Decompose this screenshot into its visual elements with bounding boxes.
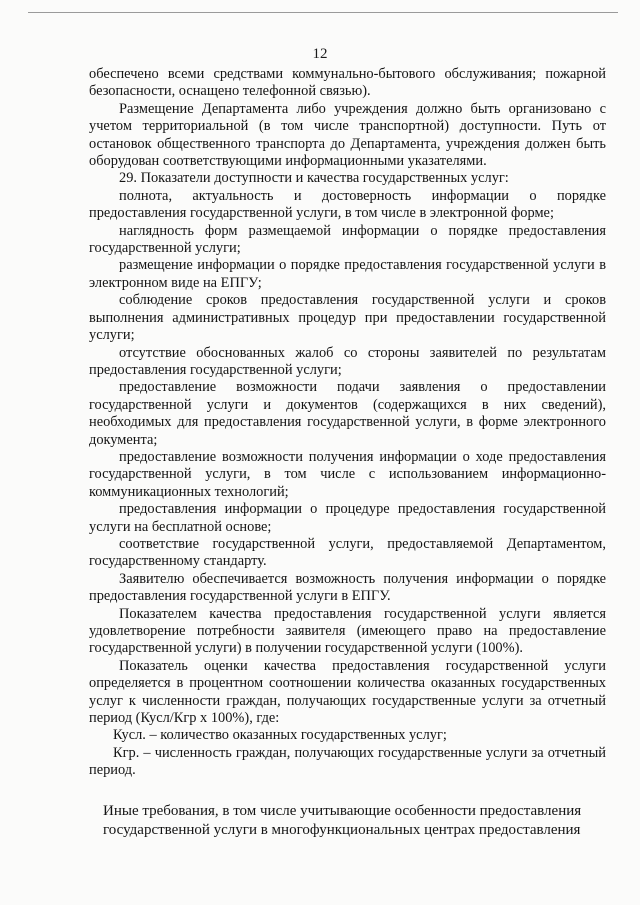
paragraph-2: Размещение Департамента либо учреждения должно быть организовано с учетом территориальной (в том числе транспортной) доступности. Путь от остановок общественного транспорта до Департамента, учреждения должен быть оборудован соответствующими информационными указателями.	[89, 100, 606, 170]
section-heading-line-1: Иные требования, в том числе учитывающие особенности предоставления	[103, 803, 582, 819]
body-text	[89, 66, 606, 780]
paragraph-17: Кгр. – численность граждан, получающих государственные услуги за отчетный период.	[89, 744, 606, 779]
paragraph-5: наглядность форм размещаемой информации о порядке предоставления государственной услуги;	[89, 222, 606, 257]
paragraph-10: предоставление возможности получения информации о ходе предоставления государственной услуги, в том числе с использованием информационно-коммуникационных технологий;	[89, 448, 606, 500]
paragraph-15: Показатель оценки качества предоставления государственной услуги определяется в процентном соотношении количества оказанных государственных услуг к численности граждан, получающих государственные услуги за отчетный период (Кусл/Кгр х 100%), где:	[89, 657, 606, 727]
top-border-line	[28, 12, 618, 13]
paragraph-12: соответствие государственной услуги, предоставляемой Департаментом, государственному стандарту.	[89, 535, 606, 570]
paragraph-7: соблюдение сроков предоставления государственной услуги и сроков выполнения административных процедур при предоставлении государственной услуги;	[89, 292, 606, 344]
section-heading	[103, 802, 593, 840]
paragraph-8: отсутствие обоснованных жалоб со стороны заявителей по результатам предоставления государственной услуги;	[89, 344, 606, 378]
section-heading-line-2: государственной услуги в многофункциональных центрах предоставления	[103, 822, 581, 838]
paragraph-13: Заявителю обеспечивается возможность получения информации о порядке предоставления государственной услуги в ЕПГУ.	[89, 570, 606, 605]
paragraph-9: предоставление возможности подачи заявления о предоставлении государственной услуги и документов (содержащихся в них сведений), необходимых для предоставления государственной услуги, в форме электронного документа;	[89, 379, 606, 448]
paragraph-6: размещение информации о порядке предоставления государственной услуги в электронном виде на ЕПГУ;	[89, 257, 606, 291]
paragraph-1: обеспечено всеми средствами коммунально-бытового обслуживания; пожарной безопасности, оснащено телефонной связью).	[89, 66, 606, 100]
page-number: 12	[312, 46, 328, 62]
paragraph-14: Показателем качества предоставления государственной услуги является удовлетворение потребности заявителя (имеющего право на предоставление государственной услуги) в получении государственной услуги (100%).	[89, 605, 606, 657]
paragraph-11: предоставления информации о процедуре предоставления государственной услуги на бесплатной основе;	[89, 501, 606, 535]
paragraph-16: Кусл. – количество оказанных государственных услуг;	[113, 727, 447, 744]
paragraph-4: полнота, актуальность и достоверность информации о порядке предоставления государственной услуги, в том числе в электронной форме;	[89, 187, 606, 222]
paragraph-3: 29. Показатели доступности и качества государственных услуг:	[119, 170, 509, 187]
